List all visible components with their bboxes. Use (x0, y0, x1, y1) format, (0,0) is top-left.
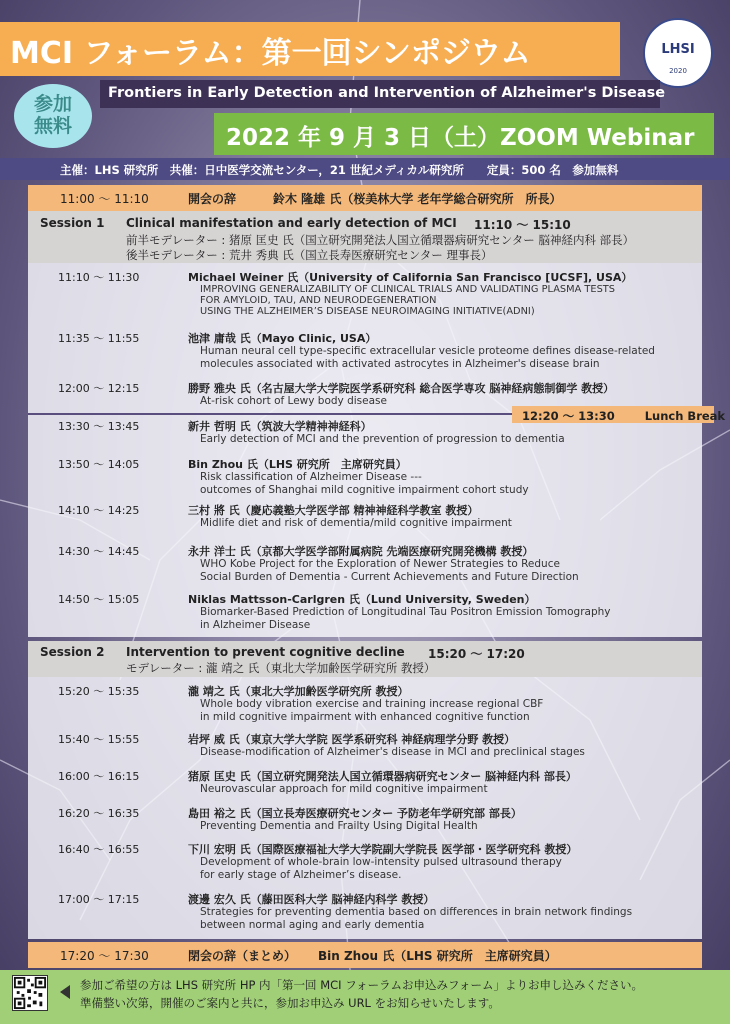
talk-title-line: molecules associated with activated astrocytes in Alzheimer's disease brain (200, 358, 600, 370)
session-1-time: 11:10 ～ 15:10 (474, 218, 571, 232)
session-2-header (28, 641, 702, 677)
talk-title-line: Human neural cell type-specific extracellular vesicle proteome defines disease-related (200, 345, 655, 357)
session-1-number: Session 1 (40, 216, 105, 230)
event-date: 2022 年 9 月 3 日（土）ZOOM Webinar (226, 125, 695, 151)
talk-time: 14:30 ～ 14:45 (58, 545, 140, 558)
opening-time: 11:00 ～ 11:10 (60, 192, 149, 206)
talk-speaker: 永井 洋士 氏（京都大学医学部附属病院 先端医療研究開発機構 教授） (188, 545, 534, 558)
session-1-panel (28, 211, 702, 637)
talk-title (200, 517, 512, 530)
talk-time: 14:50 ～ 15:05 (58, 593, 140, 606)
session-2-number: Session 2 (40, 645, 105, 659)
talk-time: 13:50 ～ 14:05 (58, 458, 140, 471)
talk-title (200, 284, 615, 317)
talk-speaker: 岩坪 威 氏（東京大学大学院 医学系研究科 神経病理学分野 教授） (188, 733, 516, 746)
talk-item (28, 591, 702, 635)
talk-title (200, 698, 543, 724)
talk-time: 12:00 ～ 12:15 (58, 382, 140, 395)
talk-item (28, 456, 702, 500)
talk-time: 11:10 ～ 11:30 (58, 271, 140, 284)
session-1-title: Clinical manifestation and early detection of MCI (126, 216, 457, 230)
lunch-time: 12:20 ～ 13:30 (522, 409, 615, 423)
talk-speaker: 下川 宏明 氏（国際医療福祉大学大学院副大学院長 医学部・医学研究科 教授） (188, 843, 578, 856)
talk-title (200, 746, 585, 759)
talk-item (28, 683, 702, 727)
closing-speaker: Bin Zhou 氏（LHS 研究所 主席研究員） (318, 949, 557, 963)
subtitle: Frontiers in Early Detection and Intervention of Alzheimer's Disease (108, 85, 666, 101)
session-2-time: 15:20 ～ 17:20 (428, 647, 525, 661)
talk-title (200, 856, 562, 882)
talk-time: 15:20 ～ 15:35 (58, 685, 140, 698)
talk-title-line: FOR AMYLOID, TAU, AND NEURODEGENERATION (200, 295, 437, 306)
lunch-divider (28, 413, 514, 415)
talk-speaker: 三村 將 氏（慶応義塾大学医学部 精神神経科学教室 教授） (188, 504, 479, 517)
sponsor-info: 主催：LHS 研究所 共催：日中医学交流センター，21 世紀メディカル研究所 定員：500 名 参加無料 (60, 163, 619, 177)
talk-item (28, 891, 702, 935)
talk-title (200, 558, 579, 584)
talk-title-line: in mild cognitive impairment with enhanced cognitive function (200, 711, 530, 723)
talk-title (200, 606, 611, 632)
session-2-moderator: モデレーター : 瀧 靖之 氏（東北大学加齢医学研究所 教授） (126, 661, 436, 675)
talk-title (200, 395, 387, 408)
talk-title (200, 783, 488, 796)
talk-speaker: 新井 哲明 氏（筑波大学精神神経科） (188, 420, 372, 433)
talk-item (28, 543, 702, 587)
opening-speaker: 鈴木 隆雄 氏（桜美林大学 老年学総合研究所 所長） (273, 192, 562, 206)
opening-row (28, 185, 702, 211)
session-2-panel (28, 641, 702, 939)
talk-title-line: outcomes of Shanghai mild cognitive impairment cohort study (200, 484, 529, 496)
opening-label: 開会の辞 (188, 192, 237, 206)
free-badge-line-1: 参加 (33, 93, 72, 115)
free-badge-line-2: 無料 (33, 115, 72, 137)
talk-title-line: Strategies for preventing dementia based on differences in brain network findings (200, 906, 633, 918)
talk-speaker: 渡邊 宏久 氏（藤田医科大学 脳神経内科学 教授） (188, 893, 435, 906)
talk-item (28, 768, 702, 798)
page-title: MCI フォーラム：第一回シンポジウム (10, 36, 531, 71)
talk-title-line: Development of whole-brain low-intensity pulsed ultrasound therapy (200, 856, 562, 868)
talk-speaker: 池津 庸哉 氏（Mayo Clinic, USA） (188, 332, 377, 345)
talk-speaker: 猪原 匡史 氏（国立研究開発法人国立循環器病研究センター 脳神経内科 部長） (188, 770, 577, 783)
talk-title-line: At-risk cohort of Lewy body disease (200, 395, 387, 407)
talk-title-line: Biomarker-Based Prediction of Longitudinal Tau Positron Emission Tomography (200, 606, 611, 618)
talk-time: 13:30 ～ 13:45 (58, 420, 140, 433)
qr-code-icon[interactable] (12, 975, 48, 1011)
talk-title-line: Social Burden of Dementia - Current Achievements and Future Direction (200, 571, 579, 583)
talk-speaker: Bin Zhou 氏（LHS 研究所 主席研究員） (188, 458, 407, 471)
talk-item (28, 269, 702, 329)
talk-title (200, 906, 632, 932)
free-admission-badge (14, 84, 92, 148)
talk-speaker: 勝野 雅央 氏（名古屋大学大学院医学系研究科 総合医学専攻 脳神経病態制御学 教授） (188, 382, 615, 395)
talk-title-line: Risk classification of Alzheimer Disease --- (200, 471, 422, 483)
talk-time: 17:00 ～ 17:15 (58, 893, 140, 906)
talk-item (28, 330, 702, 374)
talk-title-line: between normal aging and early dementia (200, 919, 425, 931)
talk-time: 16:40 ～ 16:55 (58, 843, 140, 856)
talk-title-line: Midlife diet and risk of dementia/mild cognitive impairment (200, 517, 512, 529)
logo-year: 2020 (669, 67, 687, 75)
talk-title-line: Neurovascular approach for mild cognitive impairment (200, 783, 488, 795)
talk-title (200, 471, 529, 497)
footer-line-1: 参加ご希望の方は LHS 研究所 HP 内「第一回 MCI フォーラムお申込みフォーム」よりお申し込みください。 (80, 978, 643, 992)
closing-label: 閉会の辞（まとめ） (188, 949, 297, 963)
talk-title (200, 345, 655, 371)
talk-item (28, 841, 702, 885)
talk-time: 16:00 ～ 16:15 (58, 770, 140, 783)
talk-title-line: Whole body vibration exercise and training increase regional CBF (200, 698, 544, 710)
session-1-header (28, 211, 702, 263)
session-2-title: Intervention to prevent cognitive decline (126, 645, 405, 659)
lunch-break-bar (512, 406, 726, 423)
footer-line-2: 準備整い次第，開催のご案内と共に，参加お申込み URL をお知らせいたします。 (80, 996, 500, 1010)
talk-time: 11:35 ～ 11:55 (58, 332, 140, 345)
talk-title-line: Disease-modification of Alzheimer's disease in MCI and preclinical stages (200, 746, 585, 758)
talk-speaker: 瀧 靖之 氏（東北大学加齢医学研究所 教授） (188, 685, 409, 698)
talk-title-line: Early detection of MCI and the prevention of progression to dementia (200, 433, 565, 445)
talk-title-line: for early stage of Alzheimer’s disease. (200, 869, 402, 881)
talk-time: 15:40 ～ 15:55 (58, 733, 140, 746)
arrow-left-icon (60, 985, 70, 999)
talk-title-line: IMPROVING GENERALIZABILITY OF CLINICAL TRIALS AND VALIDATING PLASMA TESTS (200, 284, 615, 295)
closing-time: 17:20 ～ 17:30 (60, 949, 149, 963)
talk-speaker: Niklas Mattsson-Carlgren 氏（Lund University, Sweden） (188, 593, 536, 606)
lhsi-logo (643, 18, 713, 88)
talk-title-line: WHO Kobe Project for the Exploration of Newer Strategies to Reduce (200, 558, 560, 570)
talk-title-line: in Alzheimer Disease (200, 619, 311, 631)
talk-item (28, 731, 702, 761)
talk-title-line: USING THE ALZHEIMER’S DISEASE NEUROIMAGING INITIATIVE(ADNI) (200, 306, 535, 317)
talk-title (200, 820, 478, 833)
session-1-moderator-2: 後半モデレーター : 荒井 秀典 氏（国立長寿医療研究センター 理事長） (126, 248, 493, 262)
lunch-label: Lunch Break (644, 409, 726, 423)
logo-name: LHSI (661, 42, 695, 57)
talk-time: 16:20 ～ 16:35 (58, 807, 140, 820)
talk-item (28, 502, 702, 532)
talk-title-line: Preventing Dementia and Frailty Using Digital Health (200, 820, 478, 832)
talk-title (200, 433, 565, 446)
talk-speaker: 島田 裕之 氏（国立長寿医療研究センター 予防老年学研究部 部長） (188, 807, 522, 820)
talk-time: 14:10 ～ 14:25 (58, 504, 140, 517)
closing-row (28, 942, 702, 968)
talk-speaker: Michael Weiner 氏（University of California San Francisco [UCSF], USA） (188, 271, 633, 284)
talk-item (28, 805, 702, 835)
session-1-moderator-1: 前半モデレーター : 猪原 匡史 氏（国立研究開発法人国立循環器病研究センター 脳神経内科 部長） (126, 233, 635, 247)
